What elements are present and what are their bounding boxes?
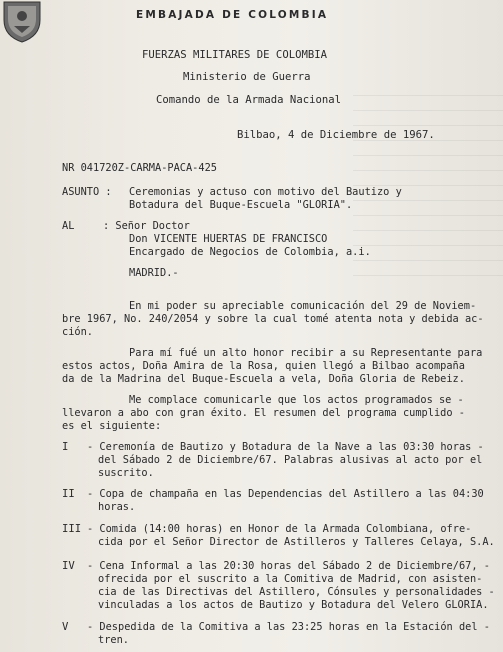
addressee-line-3: Encargado de Negocios de Colombia, a.i. — [129, 246, 371, 258]
letterhead: EMBAJADA DE COLOMBIA — [136, 9, 329, 21]
org-line-1: FUERZAS MILITARES DE COLOMBIA — [142, 49, 327, 61]
item-5-number: V — [62, 621, 69, 633]
subject-line-1: Ceremonias y actuso con motivo del Bautizo y — [129, 186, 402, 198]
addressee-city: MADRID.- — [129, 267, 179, 279]
paragraph-2-line-2: estos actos, Doña Amira de la Rosa, quien llegó a Bilbao acompaña — [62, 360, 465, 372]
coat-of-arms-seal-icon — [0, 0, 44, 44]
paragraph-1-line-3: ción. — [62, 326, 93, 338]
bleed-through-text — [353, 95, 503, 305]
reference-number: NR 041720Z-CARMA-PACA-425 — [62, 162, 217, 174]
addressee-line-2: Don VICENTE HUERTAS DE FRANCISCO — [129, 233, 328, 245]
item-1-line-2: del Sábado 2 de Diciembre/67. Palabras alusivas al acto por el — [98, 454, 483, 466]
item-1-number: I — [62, 441, 69, 453]
item-3-number: III — [62, 523, 82, 535]
paragraph-2-line-3: da de la Madrina del Buque-Escuela a vela, Doña Gloria de Rebeiz. — [62, 373, 465, 385]
item-4-number: IV — [62, 560, 75, 572]
item-3-line-2: cida por el Señor Director de Astilleros y Talleres Celaya, S.A. — [98, 536, 495, 548]
subject-line-2: Botadura del Buque-Escuela "GLORIA". — [129, 199, 353, 211]
item-3-line-1: - Comida (14:00 horas) en Honor de la Armada Colombiana, ofre- — [87, 523, 472, 535]
item-1-line-3: suscrito. — [98, 467, 154, 479]
item-2-number: II — [62, 488, 75, 500]
item-4-line-3: cia de las Directivas del Astillero, Cónsules y personalidades - — [98, 586, 495, 598]
item-5-line-2: tren. — [98, 634, 129, 646]
item-2-line-1: - Copa de champaña en las Dependencias del Astillero a las 04:30 — [87, 488, 484, 500]
paragraph-2-line-1: Para mí fué un alto honor recibir a su Representante para — [129, 347, 483, 359]
paragraph-3-line-3: es el siguiente: — [62, 420, 162, 432]
item-4-line-4: vinculadas a los actos de Bautizo y Botadura del Velero GLORIA. — [98, 599, 489, 611]
paragraph-3-line-2: llevaron a abo con gran éxito. El resumen del programa cumplido - — [62, 407, 465, 419]
org-line-3: Comando de la Armada Nacional — [156, 94, 341, 106]
item-1-line-1: - Ceremonía de Bautizo y Botadura de la Nave a las 03:30 horas - — [87, 441, 484, 453]
item-4-line-2: ofrecida por el suscrito a la Comitiva de Madrid, con asisten- — [98, 573, 483, 585]
item-5-line-1: - Despedida de la Comitiva a las 23:25 horas en la Estación del - — [87, 621, 490, 633]
subject-label: ASUNTO : — [62, 186, 112, 198]
item-2-line-2: horas. — [98, 501, 136, 513]
addressee-line-1: : Señor Doctor — [103, 220, 190, 232]
paragraph-1-line-2: bre 1967, No. 240/2054 y sobre la cual tomé atenta nota y debida ac- — [62, 313, 484, 325]
item-4-line-1: - Cena Informal a las 20:30 horas del Sábado 2 de Diciembre/67, - — [87, 560, 490, 572]
addressee-label: AL — [62, 220, 75, 232]
letter-date: Bilbao, 4 de Diciembre de 1967. — [237, 129, 435, 141]
paragraph-3-line-1: Me complace comunicarle que los actos programados se - — [129, 394, 464, 406]
paragraph-1-line-1: En mi poder su apreciable comunicación del 29 de Noviem- — [129, 300, 477, 312]
org-line-2: Ministerio de Guerra — [183, 71, 311, 83]
